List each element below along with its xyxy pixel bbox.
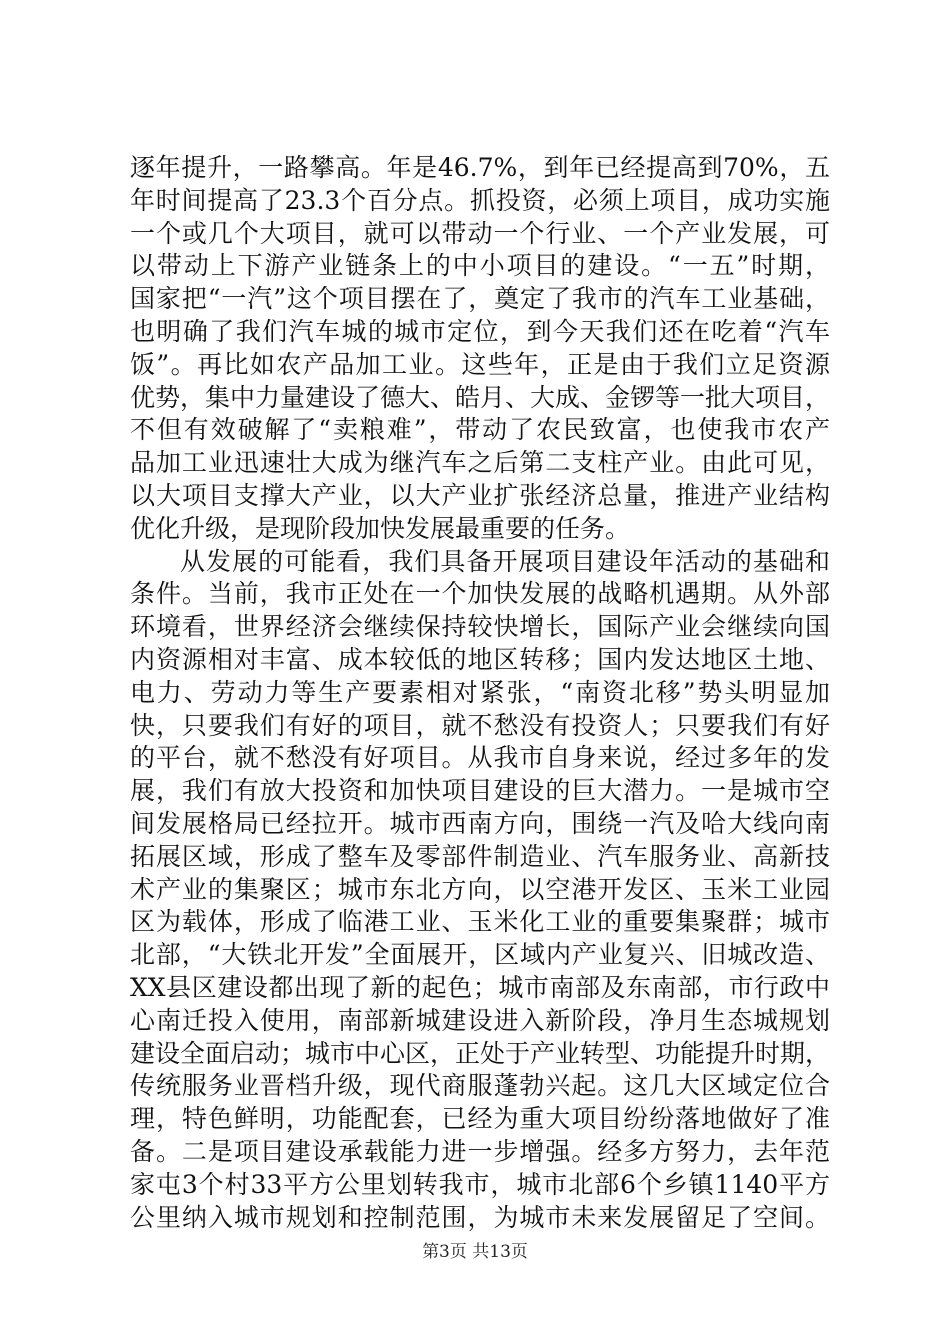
text-line: 内资源相对丰富、成本较低的地区转移；国内发达地区土地、: [130, 644, 830, 674]
text-line: 一个或几个大项目，就可以带动一个行业、一个产业发展，可: [130, 218, 830, 248]
text-line: 家屯3个村33平方公里划转我市，城市北部6个乡镇1140平方: [130, 1169, 830, 1199]
text-line: 以大项目支撑大产业，以大产业扩张经济总量，推进产业结构: [130, 480, 830, 510]
text-line: 心南迁投入使用，南部新城建设进入新阶段，净月生态城规划: [130, 1005, 830, 1035]
text-line: 建设全面启动；城市中心区，正处于产业转型、功能提升时期，: [130, 1038, 830, 1068]
text-line: 也明确了我们汽车城的城市定位，到今天我们还在吃着“汽车: [130, 316, 830, 346]
page-number-footer: 第3页 共13页: [422, 1242, 528, 1262]
paragraph-1: [130, 152, 830, 546]
text-line: 优化升级，是现阶段加快发展最重要的任务。: [130, 513, 631, 543]
text-line: 逐年提升，一路攀高。年是46.7%，到年已经提高到70%，五: [130, 153, 830, 182]
text-line: 展，我们有放大投资和加快项目建设的巨大潜力。一是城市空: [130, 776, 830, 806]
text-line: 拓展区域，形成了整车及零部件制造业、汽车服务业、高新技: [130, 841, 830, 871]
text-line: 不但有效破解了“卖粮难”，带动了农民致富，也使我市农产: [130, 415, 830, 445]
text-line: 区为载体，形成了临港工业、玉米化工业的重要集聚群；城市: [130, 907, 830, 937]
text-line: 术产业的集聚区；城市东北方向，以空港开发区、玉米工业园: [130, 874, 830, 904]
text-line: 从发展的可能看，我们具备开展项目建设年活动的基础和: [180, 546, 830, 576]
text-line: 条件。当前，我市正处在一个加快发展的战略机遇期。从外部: [130, 579, 830, 609]
body-text: [130, 152, 830, 1234]
text-line: 快，只要我们有好的项目，就不愁没有投资人；只要我们有好: [130, 710, 830, 740]
text-line: 间发展格局已经拉开。城市西南方向，围绕一汽及哈大线向南: [130, 808, 830, 838]
text-line: 理，特色鲜明，功能配套，已经为重大项目纷纷落地做好了准: [130, 1104, 830, 1134]
text-line: 优势，集中力量建设了德大、皓月、大成、金锣等一批大项目，: [130, 382, 830, 412]
text-line: 公里纳入城市规划和控制范围，为城市未来发展留足了空间。: [130, 1202, 830, 1232]
text-line: 以带动上下游产业链条上的中小项目的建设。“一五”时期，: [130, 251, 830, 281]
text-line: 品加工业迅速壮大成为继汽车之后第二支柱产业。由此可见，: [130, 448, 830, 478]
text-line: 年时间提高了23.3个百分点。抓投资，必须上项目，成功实施: [130, 185, 830, 215]
text-line: 电力、劳动力等生产要素相对紧张，“南资北移”势头明显加: [130, 677, 830, 707]
text-line: XX县区建设都出现了新的起色；城市南部及东南部，市行政中: [130, 972, 830, 1002]
paragraph-2: [130, 546, 830, 1235]
text-line: 的平台，就不愁没有好项目。从我市自身来说，经过多年的发: [130, 743, 830, 773]
text-line: 国家把“一汽”这个项目摆在了，奠定了我市的汽车工业基础，: [130, 284, 830, 314]
text-line: 传统服务业晋档升级，现代商服蓬勃兴起。这几大区域定位合: [130, 1071, 830, 1101]
text-line: 北部，“大铁北开发”全面展开，区域内产业复兴、旧城改造、: [130, 940, 830, 970]
text-line: 备。二是项目建设承载能力进一步增强。经多方努力，去年范: [130, 1136, 830, 1166]
text-line: 环境看，世界经济会继续保持较快增长，国际产业会继续向国: [130, 612, 830, 642]
text-line: 饭”。再比如农产品加工业。这些年，正是由于我们立足资源: [130, 349, 830, 379]
